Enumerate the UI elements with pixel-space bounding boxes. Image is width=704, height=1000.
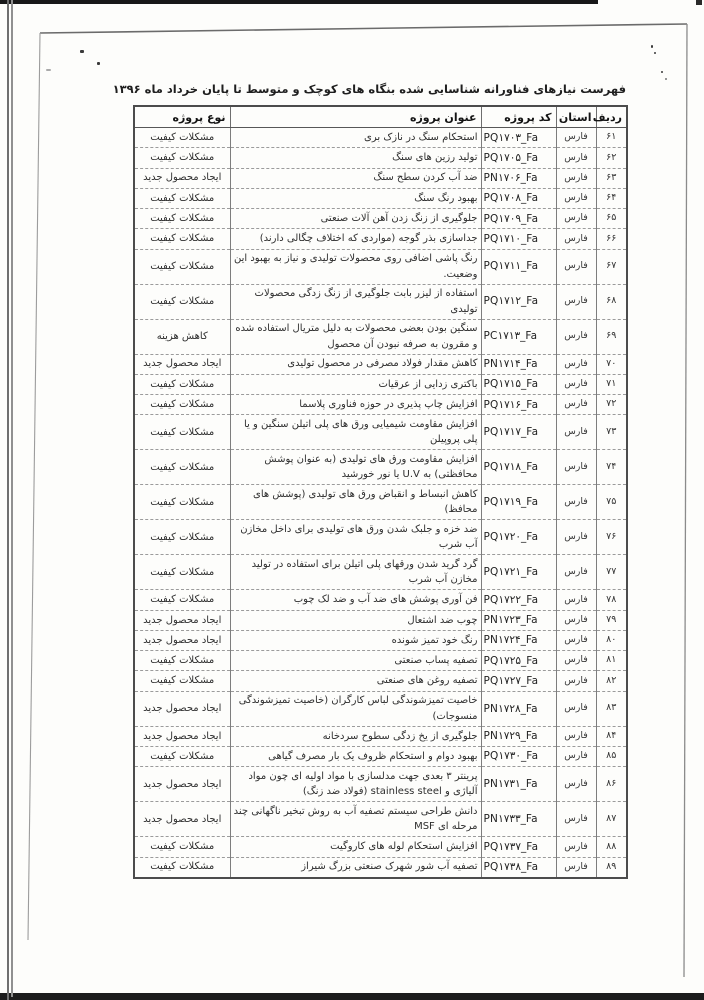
project-title-cell: افزایش استحکام لوله های کاروگیت (230, 837, 481, 857)
project-code-cell: PN۱۷۲۳_Fa (481, 610, 556, 630)
project-code-cell: PQ۱۷۲۷_Fa (481, 671, 556, 691)
province-cell: فارس (556, 691, 596, 726)
province-cell: فارس (556, 374, 596, 394)
province-cell: فارس (556, 168, 596, 188)
table-row (134, 651, 627, 671)
header-row-number: ردیف (596, 106, 627, 128)
project-title-cell: رنگ پاشی اضافی روی محصولات تولیدی و نیاز به بهبود این وضعیت. (230, 249, 481, 284)
table-row (134, 520, 627, 555)
project-title-cell: سنگین بودن بعضی محصولات به دلیل متریال استفاده شده و مقرون به صرفه نبودن آن محصول (230, 319, 481, 354)
province-cell: فارس (556, 148, 596, 168)
project-code-cell: PQ۱۷۳۸_Fa (481, 857, 556, 878)
table-row (134, 857, 627, 878)
row-number-cell: ۸۴ (596, 726, 627, 746)
project-type-cell: مشکلات کیفیت (134, 374, 230, 394)
project-title-cell: افزایش مقاومت ورق های تولیدی (به عنوان پوشش محافظتی) به U.V یا نور خورشید (230, 450, 481, 485)
project-title-cell: کاهش مقدار فولاد مصرفی در محصول تولیدی (230, 354, 481, 374)
province-cell: فارس (556, 485, 596, 520)
table-row (134, 415, 627, 450)
row-number-cell: ۸۵ (596, 746, 627, 766)
project-title-cell: استفاده از لیزر بابت جلوگیری از زنگ زدگی محصولات تولیدی (230, 284, 481, 319)
project-code-cell: PN۱۷۱۴_Fa (481, 354, 556, 374)
project-code-cell: PQ۱۷۱۵_Fa (481, 374, 556, 394)
project-title-cell: رنگ خود تمیز شونده (230, 630, 481, 650)
project-code-cell: PQ۱۷۰۵_Fa (481, 148, 556, 168)
province-cell: فارس (556, 767, 596, 802)
project-title-cell: چوب ضد اشتعال (230, 610, 481, 630)
project-type-cell: مشکلات کیفیت (134, 651, 230, 671)
project-title-cell: جلوگیری از زنگ زدن آهن آلات صنعتی (230, 209, 481, 229)
project-type-cell: مشکلات کیفیت (134, 284, 230, 319)
row-number-cell: ۸۹ (596, 857, 627, 878)
project-type-cell: مشکلات کیفیت (134, 128, 230, 148)
project-title-cell: استحکام سنگ در نازک بری (230, 128, 481, 148)
province-cell: فارس (556, 395, 596, 415)
project-title-cell: تصفیه آب شور شهرک صنعتی بزرگ شیراز (230, 857, 481, 878)
table-row (134, 671, 627, 691)
row-number-cell: ۶۳ (596, 168, 627, 188)
row-number-cell: ۶۲ (596, 148, 627, 168)
province-cell: فارس (556, 188, 596, 208)
province-cell: فارس (556, 857, 596, 878)
province-cell: فارس (556, 209, 596, 229)
table-row (134, 284, 627, 319)
project-title-cell: تولید رزین های سنگ (230, 148, 481, 168)
header-project-title: عنوان پروژه (230, 106, 481, 128)
scan-speck (654, 52, 656, 54)
table-row (134, 249, 627, 284)
table-row (134, 726, 627, 746)
project-type-cell: ایجاد محصول جدید (134, 630, 230, 650)
province-cell: فارس (556, 590, 596, 610)
province-cell: فارس (556, 520, 596, 555)
project-code-cell: PQ۱۷۳۷_Fa (481, 837, 556, 857)
project-type-cell: مشکلات کیفیت (134, 209, 230, 229)
project-type-cell: ایجاد محصول جدید (134, 726, 230, 746)
row-number-cell: ۸۷ (596, 802, 627, 837)
project-title-cell: بهبود دوام و استحکام ظروف یک بار مصرف گیاهی (230, 746, 481, 766)
province-cell: فارس (556, 415, 596, 450)
province-cell: فارس (556, 229, 596, 249)
project-type-cell: ایجاد محصول جدید (134, 354, 230, 374)
project-type-cell: مشکلات کیفیت (134, 395, 230, 415)
project-type-cell: مشکلات کیفیت (134, 229, 230, 249)
project-code-cell: PQ۱۷۱۸_Fa (481, 450, 556, 485)
project-title-cell: ضد آب کردن سطح سنگ (230, 168, 481, 188)
scan-speck (665, 78, 667, 80)
table-row (134, 767, 627, 802)
table-header-row (134, 106, 627, 128)
province-cell: فارس (556, 746, 596, 766)
row-number-cell: ۷۷ (596, 555, 627, 590)
row-number-cell: ۶۷ (596, 249, 627, 284)
province-cell: فارس (556, 671, 596, 691)
project-type-cell: ایجاد محصول جدید (134, 767, 230, 802)
project-code-cell: PN۱۷۲۸_Fa (481, 691, 556, 726)
row-number-cell: ۷۰ (596, 354, 627, 374)
scan-speck (97, 62, 100, 65)
project-title-cell: باکتری زدایی از عرقیات (230, 374, 481, 394)
scan-edge-top (0, 0, 598, 4)
province-cell: فارس (556, 630, 596, 650)
project-type-cell: مشکلات کیفیت (134, 746, 230, 766)
scan-speck (46, 69, 51, 71)
project-title-cell: جداسازی بذر گوجه (مواردی که اختلاف چگالی دارند) (230, 229, 481, 249)
province-cell: فارس (556, 354, 596, 374)
project-title-cell: دانش طراحی سیستم تصفیه آب به روش تبخیر ناگهانی چند مرحله ای MSF (230, 802, 481, 837)
province-cell: فارس (556, 837, 596, 857)
project-code-cell: PN۱۷۳۱_Fa (481, 767, 556, 802)
project-code-cell: PQ۱۷۲۵_Fa (481, 651, 556, 671)
paper-edge-line-inner (11, 0, 13, 997)
project-code-cell: PQ۱۷۰۹_Fa (481, 209, 556, 229)
table-row (134, 319, 627, 354)
project-code-cell: PC۱۷۱۳_Fa (481, 319, 556, 354)
province-cell: فارس (556, 802, 596, 837)
province-cell: فارس (556, 555, 596, 590)
project-code-cell: PN۱۷۲۹_Fa (481, 726, 556, 746)
province-cell: فارس (556, 610, 596, 630)
project-type-cell: مشکلات کیفیت (134, 148, 230, 168)
row-number-cell: ۶۸ (596, 284, 627, 319)
row-number-cell: ۷۱ (596, 374, 627, 394)
row-number-cell: ۸۳ (596, 691, 627, 726)
project-title-cell: بهبود رنگ سنگ (230, 188, 481, 208)
row-number-cell: ۸۰ (596, 630, 627, 650)
project-title-cell: تصفیه روغن های صنعتی (230, 671, 481, 691)
scan-speck (651, 45, 653, 48)
province-cell: فارس (556, 726, 596, 746)
project-code-cell: PQ۱۷۲۱_Fa (481, 555, 556, 590)
project-title-cell: ضد خزه و جلبک شدن ورق های تولیدی برای داخل مخازن آب شرب (230, 520, 481, 555)
province-cell: فارس (556, 284, 596, 319)
project-title-cell: فن آوری پوشش های ضد آب و ضد لک چوب (230, 590, 481, 610)
page-title: فهرست نیازهای فناورانه شناسایی شده بنگاه های کوچک و متوسط تا پایان خرداد ماه ۱۳۹۶ (112, 82, 626, 96)
province-cell: فارس (556, 651, 596, 671)
project-type-cell: مشکلات کیفیت (134, 590, 230, 610)
project-title-cell: خاصیت تمیزشوندگی لباس کارگران (خاصیت تمیزشوندگی منسوجات) (230, 691, 481, 726)
table-row (134, 610, 627, 630)
table-row (134, 128, 627, 148)
table-row (134, 168, 627, 188)
scan-speck (80, 50, 84, 53)
table-row (134, 450, 627, 485)
project-code-cell: PQ۱۷۲۲_Fa (481, 590, 556, 610)
project-code-cell: PQ۱۷۱۷_Fa (481, 415, 556, 450)
row-number-cell: ۸۲ (596, 671, 627, 691)
project-type-cell: مشکلات کیفیت (134, 249, 230, 284)
row-number-cell: ۷۶ (596, 520, 627, 555)
table-row (134, 590, 627, 610)
project-code-cell: PQ۱۷۱۹_Fa (481, 485, 556, 520)
project-title-cell: گرد گرید شدن ورقهای پلی اتیلن برای استفاده در تولید مخازن آب شرب (230, 555, 481, 590)
row-number-cell: ۷۲ (596, 395, 627, 415)
project-title-cell: جلوگیری از یخ زدگی سطوح سردخانه (230, 726, 481, 746)
table-row (134, 802, 627, 837)
row-number-cell: ۷۳ (596, 415, 627, 450)
table-row (134, 837, 627, 857)
project-type-cell: ایجاد محصول جدید (134, 168, 230, 188)
row-number-cell: ۷۹ (596, 610, 627, 630)
province-cell: فارس (556, 450, 596, 485)
row-number-cell: ۶۶ (596, 229, 627, 249)
row-number-cell: ۸۶ (596, 767, 627, 802)
project-type-cell: ایجاد محصول جدید (134, 610, 230, 630)
row-number-cell: ۶۹ (596, 319, 627, 354)
table-row (134, 555, 627, 590)
scan-edge-bottom (0, 993, 704, 1000)
project-type-cell: مشکلات کیفیت (134, 857, 230, 878)
project-code-cell: PQ۱۷۱۲_Fa (481, 284, 556, 319)
province-cell: فارس (556, 249, 596, 284)
project-type-cell: کاهش هزینه (134, 319, 230, 354)
project-type-cell: مشکلات کیفیت (134, 415, 230, 450)
table-row (134, 691, 627, 726)
project-type-cell: مشکلات کیفیت (134, 485, 230, 520)
row-number-cell: ۷۵ (596, 485, 627, 520)
project-title-cell: افزایش چاپ پذیری در حوزه فناوری پلاسما (230, 395, 481, 415)
project-code-cell: PQ۱۷۱۰_Fa (481, 229, 556, 249)
project-type-cell: مشکلات کیفیت (134, 671, 230, 691)
table-row (134, 630, 627, 650)
paper-edge-line-outer (7, 0, 9, 1000)
table-row (134, 395, 627, 415)
table-row (134, 188, 627, 208)
row-number-cell: ۶۴ (596, 188, 627, 208)
project-type-cell: مشکلات کیفیت (134, 555, 230, 590)
project-title-cell: افزایش مقاومت شیمیایی ورق های پلی اتیلن سنگین و یا پلی پروپیلن (230, 415, 481, 450)
table-row (134, 209, 627, 229)
project-code-cell: PN۱۷۲۴_Fa (481, 630, 556, 650)
header-project-type: نوع پروژه (134, 106, 230, 128)
project-type-cell: مشکلات کیفیت (134, 520, 230, 555)
project-code-cell: PQ۱۷۱۶_Fa (481, 395, 556, 415)
project-type-cell: مشکلات کیفیت (134, 188, 230, 208)
row-number-cell: ۸۸ (596, 837, 627, 857)
header-project-code: کد پروژه (481, 106, 556, 128)
project-type-cell: ایجاد محصول جدید (134, 802, 230, 837)
project-type-cell: مشکلات کیفیت (134, 450, 230, 485)
project-code-cell: PN۱۷۰۶_Fa (481, 168, 556, 188)
province-cell: فارس (556, 128, 596, 148)
table-row (134, 148, 627, 168)
row-number-cell: ۸۱ (596, 651, 627, 671)
project-type-cell: ایجاد محصول جدید (134, 691, 230, 726)
row-number-cell: ۶۱ (596, 128, 627, 148)
table-row (134, 485, 627, 520)
header-province: استان (556, 106, 596, 128)
row-number-cell: ۶۵ (596, 209, 627, 229)
project-type-cell: مشکلات کیفیت (134, 837, 230, 857)
table-row (134, 229, 627, 249)
table-row (134, 374, 627, 394)
project-code-cell: PQ۱۷۲۰_Fa (481, 520, 556, 555)
table-row (134, 746, 627, 766)
row-number-cell: ۷۴ (596, 450, 627, 485)
project-title-cell: پرینتر ۳ بعدی جهت مدلسازی با مواد اولیه ای چون مواد آلیاژی و stainless steel (فولاد ضد زنگ) (230, 767, 481, 802)
project-title-cell: کاهش انبساط و انقباض ورق های تولیدی (پوشش های محافظ) (230, 485, 481, 520)
row-number-cell: ۷۸ (596, 590, 627, 610)
scan-speck (661, 71, 663, 73)
province-cell: فارس (556, 319, 596, 354)
project-code-cell: PQ۱۷۰۳_Fa (481, 128, 556, 148)
project-code-cell: PQ۱۷۳۰_Fa (481, 746, 556, 766)
project-code-cell: PQ۱۷۰۸_Fa (481, 188, 556, 208)
scan-corner-mark (696, 0, 702, 5)
table-row (134, 354, 627, 374)
project-title-cell: تصفیه پساب صنعتی (230, 651, 481, 671)
projects-table (133, 105, 628, 879)
project-code-cell: PN۱۷۳۳_Fa (481, 802, 556, 837)
project-code-cell: PQ۱۷۱۱_Fa (481, 249, 556, 284)
